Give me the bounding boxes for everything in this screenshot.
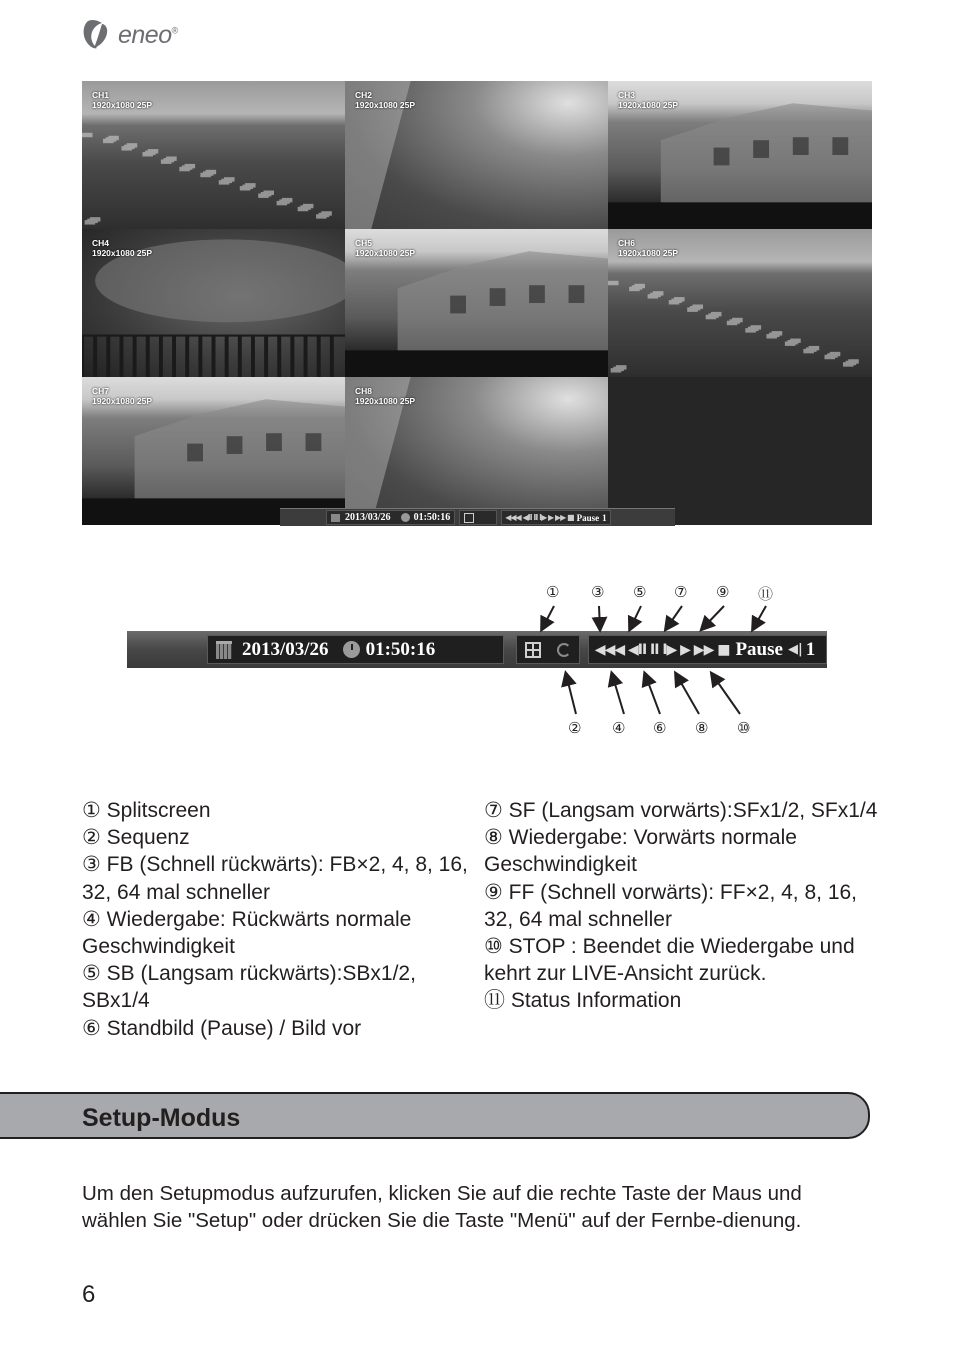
arrow-8	[676, 674, 699, 714]
playback-time: 01:50:16	[365, 638, 436, 660]
arrow-10	[712, 674, 740, 714]
arrow-4	[612, 674, 624, 714]
mini-controls: ◀◀◀ ◀II II I▶ ▶ ▶▶ ■	[505, 513, 574, 522]
mini-speed: 1	[602, 512, 607, 523]
callout-number: ⑧	[695, 719, 709, 737]
section-title: Setup-Modus	[82, 1104, 241, 1132]
status-text: Pause	[735, 638, 783, 660]
channel-name: CH1	[92, 90, 110, 100]
channel-resolution: 1920x1080 25P	[92, 100, 153, 110]
callout-number: ⑤	[633, 583, 647, 601]
body-text: Um den Setupmodus aufzurufen, klicken Sie auf die rechte Taste der Maus und wählen Sie "Setup" oder drücken Sie die Taste "Menü" auf der Fernbe-dienung.	[82, 1182, 802, 1233]
channel-name: CH3	[618, 90, 636, 100]
channel-resolution: 1920x1080 25P	[355, 248, 416, 258]
channel-resolution: 1920x1080 25P	[618, 100, 679, 110]
legend-item: ⑨ FF (Schnell vorwärts): FF×2, 4, 8, 16, 32, 64 mal schneller	[484, 880, 858, 931]
mini-date: 2013/03/26	[345, 512, 391, 523]
arrow-7	[666, 606, 682, 629]
channel-name: CH2	[355, 90, 373, 100]
legend-item: ⑧ Wiedergabe: Vorwärts normale Geschwindigkeit	[484, 826, 797, 877]
channel-name: CH6	[618, 238, 636, 248]
arrow-5	[630, 606, 641, 629]
legend-item: ④ Wiedergabe: Rückwärts normale Geschwindigkeit	[82, 907, 412, 959]
channel-resolution: 1920x1080 25P	[618, 248, 679, 258]
callout-number: ②	[568, 719, 582, 737]
mini-time: 01:50:16	[413, 512, 451, 523]
arrow-3	[599, 606, 600, 629]
page-number: 6	[82, 1281, 96, 1308]
playback-date: 2013/03/26	[242, 638, 329, 660]
callout-number: ⑦	[674, 583, 688, 601]
channel-resolution: 1920x1080 25P	[355, 396, 416, 406]
logo-text: eneo®	[118, 20, 178, 49]
callout-number: ①	[546, 583, 560, 601]
channel-resolution: 1920x1080 25P	[355, 100, 416, 110]
arrow-11	[753, 606, 766, 629]
speaker-icon: ◀|	[787, 642, 803, 657]
legend-item: ⑪ Status Information	[484, 989, 682, 1013]
arrow-6	[645, 674, 660, 714]
legend-item: ⑩ STOP : Beendet die Wiedergabe und kehrt zur LIVE-Ansicht zurück.	[484, 935, 855, 986]
speed-indicator: 1	[805, 638, 816, 660]
callout-number: ③	[591, 583, 605, 601]
channel-name: CH4	[92, 238, 110, 248]
channel-name: CH5	[355, 238, 373, 248]
channel-resolution: 1920x1080 25P	[92, 396, 153, 406]
legend-right	[484, 797, 879, 1015]
legend-item: ⑦ SF (Langsam vorwärts):SFx1/2, SFx1/4	[484, 799, 878, 822]
legend-item: ② Sequenz	[82, 826, 190, 850]
arrow-1	[542, 606, 554, 629]
callout-number: ⑩	[737, 719, 751, 737]
arrow-9	[702, 606, 724, 629]
callout-number: ④	[612, 719, 626, 737]
channel-resolution: 1920x1080 25P	[92, 248, 153, 258]
playback-controls[interactable]: ◀◀◀ ◀II II I▶ ▶ ▶▶ ■	[594, 641, 730, 658]
callout-number: ⑥	[653, 719, 667, 737]
legend-left	[82, 797, 472, 1042]
arrow-2	[566, 674, 576, 714]
mini-status: Pause	[576, 512, 600, 523]
callout-number: ⑨	[716, 583, 730, 601]
legend-item: ⑤ SB (Langsam rückwärts):SBx1/2, SBx1/4	[82, 962, 416, 1013]
legend-item: ③ FB (Schnell rückwärts): FB×2, 4, 8, 16, 32, 64 mal schneller	[82, 853, 468, 904]
legend-item: ① Splitscreen	[82, 799, 211, 822]
callout-number: ⑪	[758, 585, 774, 603]
channel-name: CH8	[355, 386, 373, 396]
channel-name: CH7	[92, 386, 110, 396]
legend-item: ⑥ Standbild (Pause) / Bild vor	[82, 1016, 362, 1040]
section-header	[0, 1092, 870, 1139]
